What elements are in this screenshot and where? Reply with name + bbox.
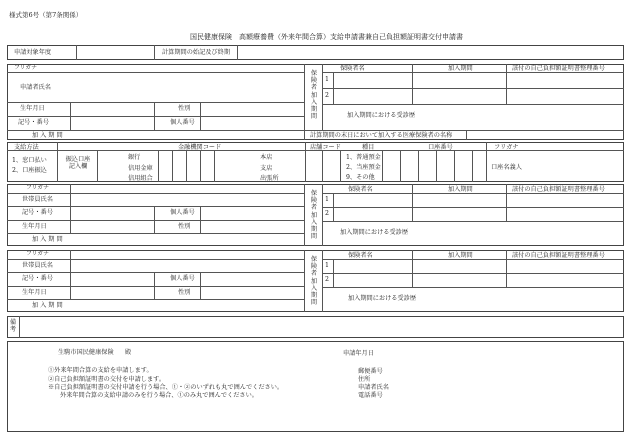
remarks-box[interactable] [7,316,624,338]
application-date-label: 申請年月日 [343,350,374,357]
hh1-symbol-label: 記号・番号 [22,209,53,216]
postal-code-label: 郵便番号 [358,368,383,375]
branch-type-1[interactable]: 本店 [260,154,273,161]
applicant-personal-no-label: 個人番号 [170,119,195,126]
period-label: 計算期間の始記及び終期 [162,49,231,56]
payment-option-2[interactable]: 2、口座振込 [12,167,47,174]
hh1-birthdate-label: 生年月日 [22,223,47,230]
target-year-field[interactable] [77,46,153,59]
applicant-row-2: 2 [325,92,329,99]
hh1-history-label: 加入期間における受診歴 [340,229,409,236]
hh1-row-2: 2 [325,210,329,217]
hh1-col-cert: 該付の自己負担額証明書整理番号 [512,186,605,193]
hh2-row-1: 1 [325,262,329,269]
hh1-col-insurer: 保険者名 [348,186,373,193]
bank-type-3[interactable]: 信用組合 [128,175,153,182]
phone-label: 電話番号 [358,392,383,399]
hh2-insurer-side-label: 保険者加入期間 [310,256,318,307]
footer-line-4: 外来年間合算の支給申請のみを行う場合、①のみ丸で囲んでください。 [60,392,258,399]
hh2-col-period: 加入期間 [448,252,473,259]
hh1-enrollment-label: 加 入 期 間 [32,236,63,243]
holder-label: 口座名義人 [491,164,522,171]
hh1-col-period: 加入期間 [448,186,473,193]
applicant-enrollment-label: 加 入 期 間 [32,132,63,139]
applicant-furigana-label: フリガナ [14,65,37,71]
target-year-label: 申請対象年度 [14,49,52,56]
store-code-label: 店舗コード [310,144,341,151]
hh2-history-label: 加入期間における受診歴 [348,295,417,302]
hh2-personal-no-label: 個人番号 [170,275,195,282]
applicant-col-period: 加入期間 [448,65,473,72]
footer-line-3: ※自己負担額証明書の交付申請を行う場合、①・②のいずれも丸で囲んでください。 [48,384,284,391]
bank-type-2[interactable]: 信用金庫 [128,165,153,172]
applicant-symbol-label: 記号・番号 [18,119,49,126]
hh1-furigana-label: フリガナ [26,185,49,191]
hh2-birthdate-label: 生年月日 [22,289,47,296]
applicant-history-label: 加入期間における受診歴 [347,112,416,119]
applicant-name-field[interactable] [70,73,303,101]
category-3[interactable]: 9、その他 [346,174,375,181]
hh1-row-1: 1 [325,196,329,203]
hh2-col-insurer: 保険者名 [348,252,373,259]
branch-type-3[interactable]: 出張所 [260,175,279,182]
hh2-gender-label: 性別 [178,289,191,296]
branch-type-2[interactable]: 支店 [260,165,273,172]
end-of-period-label: 計算期間の末日において加入する医療保険者の名称 [310,132,453,139]
hh2-furigana-label: フリガナ [26,251,49,257]
addressee: 生駒市国民健康保険 [58,349,114,356]
applicant-col-insurer: 保険者名 [340,65,365,72]
form-number: 様式第6号（第7条関係） [9,11,83,19]
applicant-name-label: 申請者氏名 [20,84,51,91]
address-label: 住所 [358,376,371,383]
hh2-row-2: 2 [325,276,329,283]
applicant-insurer-side-label: 保険者加入期間 [310,70,318,121]
remarks-label: 備考 [9,319,17,334]
applicant-row-1: 1 [325,76,329,83]
footer-line-2: ②自己負担額証明書の交付を申請します。 [48,376,166,383]
hh2-name-label: 世帯員氏名 [22,262,53,269]
applicant-birthdate-label: 生年月日 [20,105,45,112]
form-title: 国民健康保険 高額療養費（外来年間合算）支給申請書兼自己負担額証明書交付申請書 [190,33,463,41]
honorific: 殿 [125,349,132,356]
transfer-label: 振込口座記入欄 [65,156,91,171]
account-no-label: 口座番号 [428,144,453,151]
applicant-col-cert: 該付の自己負担額証明書整理番号 [512,65,605,72]
hh2-symbol-label: 記号・番号 [22,275,53,282]
hh2-col-cert: 該付の自己負担額証明書整理番号 [512,252,605,259]
category-1[interactable]: 1、普通預金 [346,154,381,161]
hh2-enrollment-label: 加 入 期 間 [32,302,63,309]
category-label: 種目 [362,144,375,151]
holder-furigana-label: フリガナ [494,144,519,151]
bank-type-1[interactable]: 銀行 [128,154,141,161]
payment-option-1[interactable]: 1、窓口払い [12,157,47,164]
bank-code-label: 金融機関コード [178,144,222,151]
applicant-signature-label: 申請者氏名 [358,384,389,391]
hh1-personal-no-label: 個人番号 [170,209,195,216]
applicant-gender-label: 性別 [178,105,191,112]
hh1-name-label: 世帯員氏名 [22,196,53,203]
category-2[interactable]: 2、当座預金 [346,164,381,171]
hh1-insurer-side-label: 保険者加入期間 [310,190,318,241]
payment-method-label: 支給方法 [14,144,39,151]
hh1-gender-label: 性別 [178,223,191,230]
period-field[interactable] [238,46,623,59]
footer-line-1: ①外来年間合算の支給を申請します。 [48,367,153,374]
